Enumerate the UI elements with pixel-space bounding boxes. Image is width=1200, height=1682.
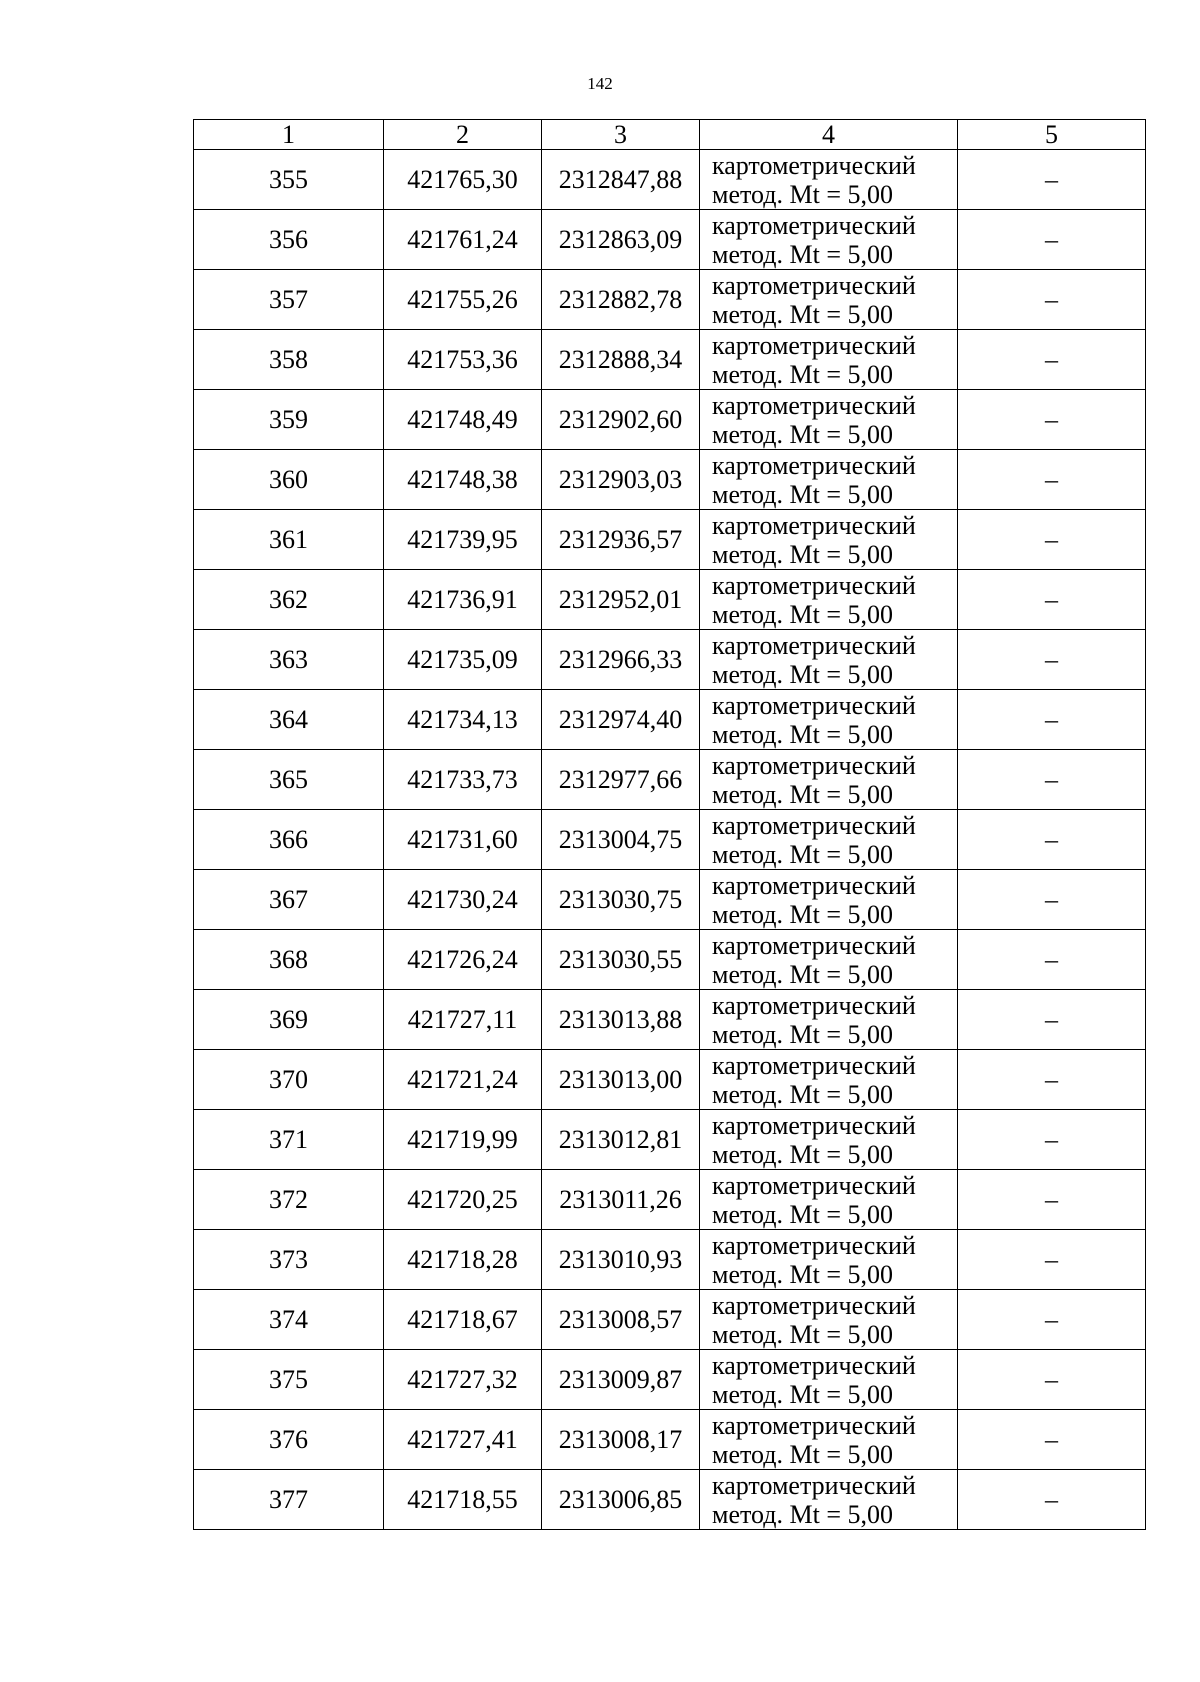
note-cell: – xyxy=(958,150,1146,210)
note-cell: – xyxy=(958,390,1146,450)
table-row xyxy=(194,1290,1146,1350)
y-coordinate-cell: 2313009,87 xyxy=(542,1350,700,1410)
method-cell xyxy=(700,750,958,810)
table-row xyxy=(194,1170,1146,1230)
y-coordinate-cell: 2313004,75 xyxy=(542,810,700,870)
table-row xyxy=(194,810,1146,870)
method-line-1: картометрический xyxy=(712,390,916,420)
method-line-2: метод. Mt = 5,00 xyxy=(712,1139,893,1169)
method-line-1: картометрический xyxy=(712,930,916,960)
method-cell xyxy=(700,1350,958,1410)
method-line-2: метод. Mt = 5,00 xyxy=(712,419,893,449)
note-cell: – xyxy=(958,450,1146,510)
x-coordinate-cell: 421748,49 xyxy=(384,390,542,450)
x-coordinate-cell: 421718,28 xyxy=(384,1230,542,1290)
x-coordinate-cell: 421727,32 xyxy=(384,1350,542,1410)
table-row xyxy=(194,1350,1146,1410)
point-number-cell: 364 xyxy=(194,690,384,750)
method-cell xyxy=(700,930,958,990)
method-line-2: метод. Mt = 5,00 xyxy=(712,839,893,869)
method-cell xyxy=(700,1230,958,1290)
table-row xyxy=(194,930,1146,990)
point-number-cell: 372 xyxy=(194,1170,384,1230)
method-line-2: метод. Mt = 5,00 xyxy=(712,239,893,269)
y-coordinate-cell: 2313010,93 xyxy=(542,1230,700,1290)
y-coordinate-cell: 2312952,01 xyxy=(542,570,700,630)
y-coordinate-cell: 2312903,03 xyxy=(542,450,700,510)
method-cell xyxy=(700,570,958,630)
point-number-cell: 363 xyxy=(194,630,384,690)
method-line-1: картометрический xyxy=(712,570,916,600)
method-line-2: метод. Mt = 5,00 xyxy=(712,599,893,629)
x-coordinate-cell: 421718,67 xyxy=(384,1290,542,1350)
method-line-1: картометрический xyxy=(712,330,916,360)
point-number-cell: 371 xyxy=(194,1110,384,1170)
method-cell xyxy=(700,870,958,930)
note-cell: – xyxy=(958,1290,1146,1350)
note-cell: – xyxy=(958,570,1146,630)
column-header: 2 xyxy=(384,120,542,150)
note-cell: – xyxy=(958,1410,1146,1470)
method-line-1: картометрический xyxy=(712,990,916,1020)
note-cell: – xyxy=(958,210,1146,270)
method-line-2: метод. Mt = 5,00 xyxy=(712,719,893,749)
x-coordinate-cell: 421731,60 xyxy=(384,810,542,870)
note-cell: – xyxy=(958,930,1146,990)
column-header: 4 xyxy=(700,120,958,150)
point-number-cell: 373 xyxy=(194,1230,384,1290)
note-cell: – xyxy=(958,630,1146,690)
note-cell: – xyxy=(958,1110,1146,1170)
method-line-1: картометрический xyxy=(712,150,916,180)
method-line-2: метод. Mt = 5,00 xyxy=(712,1259,893,1289)
table-row xyxy=(194,510,1146,570)
x-coordinate-cell: 421748,38 xyxy=(384,450,542,510)
table-row xyxy=(194,210,1146,270)
y-coordinate-cell: 2313030,75 xyxy=(542,870,700,930)
x-coordinate-cell: 421727,11 xyxy=(384,990,542,1050)
method-cell xyxy=(700,1470,958,1530)
method-line-2: метод. Mt = 5,00 xyxy=(712,1319,893,1349)
table-row xyxy=(194,630,1146,690)
method-cell xyxy=(700,810,958,870)
method-line-1: картометрический xyxy=(712,630,916,660)
method-cell xyxy=(700,330,958,390)
note-cell: – xyxy=(958,1350,1146,1410)
table-row xyxy=(194,1410,1146,1470)
method-cell xyxy=(700,270,958,330)
point-number-cell: 370 xyxy=(194,1050,384,1110)
table-row xyxy=(194,990,1146,1050)
y-coordinate-cell: 2313012,81 xyxy=(542,1110,700,1170)
method-line-1: картометрический xyxy=(712,270,916,300)
table-row xyxy=(194,270,1146,330)
coordinates-table xyxy=(193,119,1146,1530)
method-line-2: метод. Mt = 5,00 xyxy=(712,179,893,209)
method-cell xyxy=(700,210,958,270)
method-line-2: метод. Mt = 5,00 xyxy=(712,1439,893,1469)
note-cell: – xyxy=(958,1050,1146,1110)
column-header: 5 xyxy=(958,120,1146,150)
method-line-1: картометрический xyxy=(712,210,916,240)
note-cell: – xyxy=(958,510,1146,570)
method-cell xyxy=(700,1170,958,1230)
method-cell xyxy=(700,510,958,570)
column-header: 1 xyxy=(194,120,384,150)
x-coordinate-cell: 421721,24 xyxy=(384,1050,542,1110)
note-cell: – xyxy=(958,690,1146,750)
method-cell xyxy=(700,1290,958,1350)
y-coordinate-cell: 2313030,55 xyxy=(542,930,700,990)
method-cell xyxy=(700,690,958,750)
x-coordinate-cell: 421739,95 xyxy=(384,510,542,570)
x-coordinate-cell: 421735,09 xyxy=(384,630,542,690)
note-cell: – xyxy=(958,1470,1146,1530)
column-header: 3 xyxy=(542,120,700,150)
table-row xyxy=(194,690,1146,750)
method-line-2: метод. Mt = 5,00 xyxy=(712,539,893,569)
note-cell: – xyxy=(958,1170,1146,1230)
note-cell: – xyxy=(958,750,1146,810)
x-coordinate-cell: 421730,24 xyxy=(384,870,542,930)
method-cell xyxy=(700,990,958,1050)
y-coordinate-cell: 2312847,88 xyxy=(542,150,700,210)
y-coordinate-cell: 2312966,33 xyxy=(542,630,700,690)
method-cell xyxy=(700,150,958,210)
y-coordinate-cell: 2313008,17 xyxy=(542,1410,700,1470)
method-line-1: картометрический xyxy=(712,1050,916,1080)
point-number-cell: 377 xyxy=(194,1470,384,1530)
y-coordinate-cell: 2313008,57 xyxy=(542,1290,700,1350)
table-row xyxy=(194,870,1146,930)
table-row xyxy=(194,570,1146,630)
method-line-1: картометрический xyxy=(712,1350,916,1380)
point-number-cell: 355 xyxy=(194,150,384,210)
point-number-cell: 369 xyxy=(194,990,384,1050)
y-coordinate-cell: 2313006,85 xyxy=(542,1470,700,1530)
method-line-2: метод. Mt = 5,00 xyxy=(712,1079,893,1109)
method-line-1: картометрический xyxy=(712,510,916,540)
y-coordinate-cell: 2313011,26 xyxy=(542,1170,700,1230)
method-line-1: картометрический xyxy=(712,1170,916,1200)
point-number-cell: 365 xyxy=(194,750,384,810)
table-row xyxy=(194,390,1146,450)
method-cell xyxy=(700,1050,958,1110)
y-coordinate-cell: 2312902,60 xyxy=(542,390,700,450)
y-coordinate-cell: 2312936,57 xyxy=(542,510,700,570)
x-coordinate-cell: 421726,24 xyxy=(384,930,542,990)
y-coordinate-cell: 2312974,40 xyxy=(542,690,700,750)
x-coordinate-cell: 421736,91 xyxy=(384,570,542,630)
y-coordinate-cell: 2313013,88 xyxy=(542,990,700,1050)
x-coordinate-cell: 421727,41 xyxy=(384,1410,542,1470)
x-coordinate-cell: 421719,99 xyxy=(384,1110,542,1170)
method-line-1: картометрический xyxy=(712,690,916,720)
table-row xyxy=(194,1110,1146,1170)
table-body xyxy=(194,120,1146,1530)
table-row xyxy=(194,1470,1146,1530)
point-number-cell: 357 xyxy=(194,270,384,330)
note-cell: – xyxy=(958,270,1146,330)
method-line-2: метод. Mt = 5,00 xyxy=(712,899,893,929)
method-line-1: картометрический xyxy=(712,1410,916,1440)
method-line-2: метод. Mt = 5,00 xyxy=(712,1199,893,1229)
method-line-1: картометрический xyxy=(712,870,916,900)
method-line-1: картометрический xyxy=(712,810,916,840)
y-coordinate-cell: 2312977,66 xyxy=(542,750,700,810)
x-coordinate-cell: 421753,36 xyxy=(384,330,542,390)
x-coordinate-cell: 421733,73 xyxy=(384,750,542,810)
method-line-1: картометрический xyxy=(712,1110,916,1140)
table-row xyxy=(194,150,1146,210)
y-coordinate-cell: 2312882,78 xyxy=(542,270,700,330)
point-number-cell: 358 xyxy=(194,330,384,390)
method-cell xyxy=(700,630,958,690)
method-line-1: картометрический xyxy=(712,1230,916,1260)
method-line-2: метод. Mt = 5,00 xyxy=(712,1379,893,1409)
method-line-2: метод. Mt = 5,00 xyxy=(712,779,893,809)
table-row xyxy=(194,450,1146,510)
table-row xyxy=(194,1230,1146,1290)
method-line-2: метод. Mt = 5,00 xyxy=(712,1019,893,1049)
method-line-1: картометрический xyxy=(712,1470,916,1500)
y-coordinate-cell: 2312888,34 xyxy=(542,330,700,390)
method-cell xyxy=(700,450,958,510)
method-line-1: картометрический xyxy=(712,450,916,480)
method-line-2: метод. Mt = 5,00 xyxy=(712,479,893,509)
table-row xyxy=(194,330,1146,390)
point-number-cell: 356 xyxy=(194,210,384,270)
point-number-cell: 361 xyxy=(194,510,384,570)
point-number-cell: 360 xyxy=(194,450,384,510)
point-number-cell: 367 xyxy=(194,870,384,930)
method-line-2: метод. Mt = 5,00 xyxy=(712,299,893,329)
point-number-cell: 359 xyxy=(194,390,384,450)
method-line-2: метод. Mt = 5,00 xyxy=(712,1499,893,1529)
method-line-1: картометрический xyxy=(712,750,916,780)
note-cell: – xyxy=(958,990,1146,1050)
point-number-cell: 362 xyxy=(194,570,384,630)
note-cell: – xyxy=(958,330,1146,390)
method-line-2: метод. Mt = 5,00 xyxy=(712,959,893,989)
method-line-2: метод. Mt = 5,00 xyxy=(712,359,893,389)
point-number-cell: 368 xyxy=(194,930,384,990)
note-cell: – xyxy=(958,810,1146,870)
point-number-cell: 374 xyxy=(194,1290,384,1350)
note-cell: – xyxy=(958,870,1146,930)
y-coordinate-cell: 2312863,09 xyxy=(542,210,700,270)
y-coordinate-cell: 2313013,00 xyxy=(542,1050,700,1110)
method-cell xyxy=(700,1110,958,1170)
table-row xyxy=(194,1050,1146,1110)
x-coordinate-cell: 421718,55 xyxy=(384,1470,542,1530)
method-line-1: картометрический xyxy=(712,1290,916,1320)
note-cell: – xyxy=(958,1230,1146,1290)
method-cell xyxy=(700,1410,958,1470)
table-header-row xyxy=(194,120,1146,150)
x-coordinate-cell: 421761,24 xyxy=(384,210,542,270)
x-coordinate-cell: 421765,30 xyxy=(384,150,542,210)
x-coordinate-cell: 421720,25 xyxy=(384,1170,542,1230)
point-number-cell: 376 xyxy=(194,1410,384,1470)
point-number-cell: 375 xyxy=(194,1350,384,1410)
x-coordinate-cell: 421734,13 xyxy=(384,690,542,750)
method-line-2: метод. Mt = 5,00 xyxy=(712,659,893,689)
page-number: 142 xyxy=(587,74,613,93)
table-row xyxy=(194,750,1146,810)
point-number-cell: 366 xyxy=(194,810,384,870)
method-cell xyxy=(700,390,958,450)
x-coordinate-cell: 421755,26 xyxy=(384,270,542,330)
